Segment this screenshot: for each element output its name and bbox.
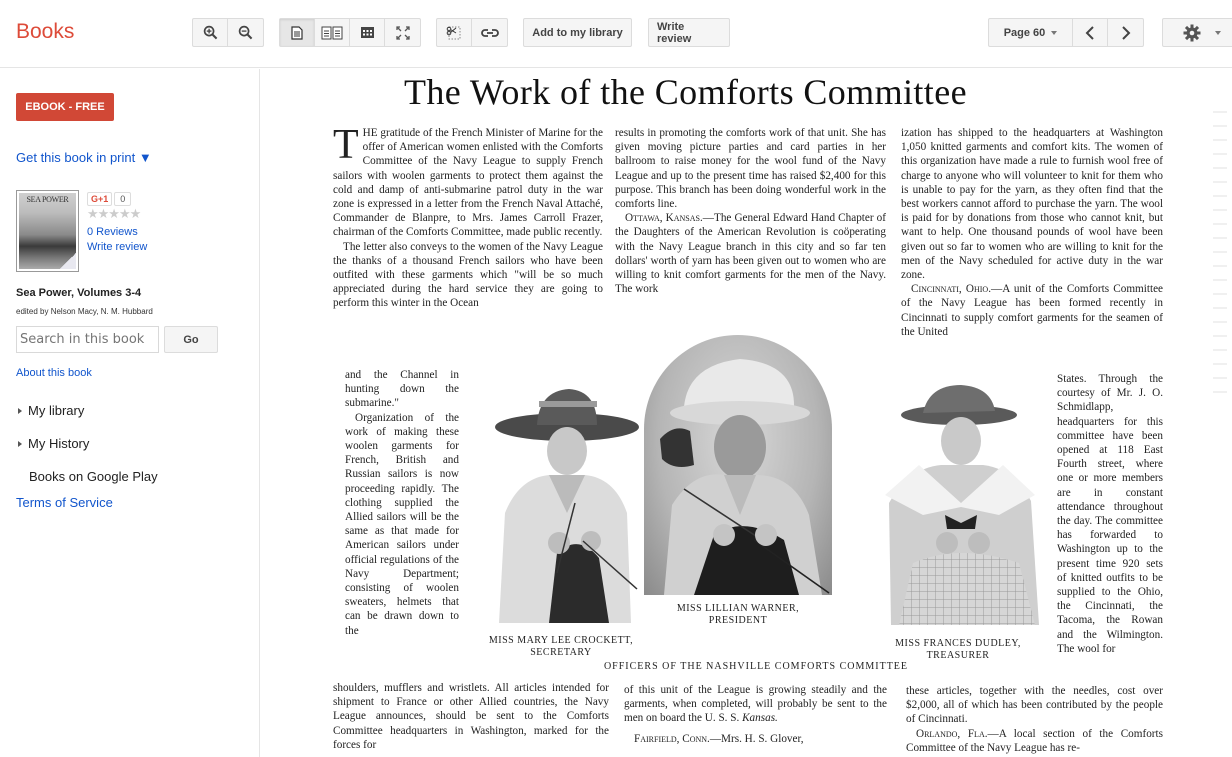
caption-frances-dudley xyxy=(867,638,1049,662)
article-title: The Work of the Comforts Committee xyxy=(404,72,967,112)
paragraph: The letter also conveys to the women of the Navy League the thanks of a thousand French sailors who have been outfited with these garments which "will be so much appreciated during the hard service they are going to perform this winter in the Ocean xyxy=(333,240,603,310)
clip-link-controls xyxy=(436,18,508,47)
caption-role: TREASURER xyxy=(926,650,990,661)
paragraph: —Mrs. H. S. Glover, xyxy=(709,732,804,745)
rating-stars: ★★★★★ xyxy=(87,206,141,221)
place-name: Cincinnati, Ohio. xyxy=(911,283,991,296)
sidebar-item-label: My History xyxy=(28,436,90,451)
expand-triangle-icon xyxy=(18,408,22,414)
cover-title: SEA POWER xyxy=(26,195,69,204)
thumbnail-view-button[interactable] xyxy=(350,19,385,46)
two-page-icon xyxy=(321,26,343,40)
paragraph: —A unit of the Comforts Committee of the Navy League has been formed recently in Cincinnati to supply comfort garments for the seamen of the United xyxy=(901,283,1163,338)
write-review-link[interactable]: Write review xyxy=(87,241,148,253)
sidebar-item-books-on-google-play[interactable] xyxy=(29,469,158,484)
column-2-upper xyxy=(615,126,886,296)
search-go-button[interactable]: Go xyxy=(164,326,218,353)
book-page-viewer[interactable] xyxy=(261,69,1232,757)
zoom-out-icon xyxy=(238,25,253,40)
book-authors: edited by Nelson Macy, N. M. Hubbard xyxy=(16,307,153,316)
column-3-lower xyxy=(906,684,1163,755)
paragraph: —The General Edward Hand Chapter of the Daughters of the American Revolution is coöperating with the Navy League branch in this city and so far ten dollars' worth of yarn has been given out to women who are willing to knit comfort garments for the men of the Navy. The work xyxy=(615,212,886,296)
get-book-in-print-link[interactable]: Get this book in print ▼ xyxy=(16,150,152,165)
two-page-view-button[interactable] xyxy=(315,19,350,46)
chevron-down-icon xyxy=(1215,31,1221,35)
google-plus-widget xyxy=(87,192,131,206)
column-3-upper xyxy=(901,126,1163,339)
paragraph: HE gratitude of the French Minister of Marine for the offer of American women enlisted with the Comforts Committee of the Navy League to supply French sailors with woolen garments to protect them against the cold and damp of anti-submarine patrol duty in the war zone is expressed in a letter from the French Naval Attaché, Commander de Blanpre, to Mrs. James Carroll Frazer, chairman of the Comforts Committee, made public recently. xyxy=(333,127,603,239)
caption-mary-lee-crockett xyxy=(471,635,651,659)
previous-page-button[interactable] xyxy=(1073,19,1108,46)
zoom-out-button[interactable] xyxy=(228,19,263,46)
clip-button[interactable] xyxy=(437,19,472,46)
gear-icon xyxy=(1183,24,1201,42)
zoom-in-icon xyxy=(203,25,218,40)
fullscreen-button[interactable] xyxy=(385,19,420,46)
add-to-library-button[interactable]: Add to my library xyxy=(523,18,632,47)
column-3-narrow xyxy=(1057,372,1163,656)
paragraph: and the Channel in hunting down the submarine." xyxy=(345,369,459,410)
sidebar-item-label: Books on Google Play xyxy=(29,469,158,484)
ship-name: Kansas. xyxy=(742,712,778,725)
paragraph: results in promoting the comforts work of that unit. She has given moving picture parties and card parties in her ballroom to raise money for the wool fund of the Navy League and up to the present time has raised $2,400 for this purpose. This branch has been doing wonderful work in the comforts line. xyxy=(615,127,886,211)
terms-of-service-link[interactable]: Terms of Service xyxy=(16,495,113,510)
column-2-lower xyxy=(624,683,887,746)
photo-mary-lee-crockett xyxy=(479,383,641,623)
page-curl-icon xyxy=(60,253,76,269)
page-number-label: Page 60 xyxy=(1003,26,1046,39)
scissors-clip-icon xyxy=(446,25,462,41)
top-toolbar xyxy=(0,0,1232,68)
paragraph: —A local section of the Comforts Committee of the Navy League has re- xyxy=(906,727,1163,754)
view-mode-controls xyxy=(279,18,421,47)
link-icon xyxy=(481,28,499,38)
settings-button[interactable] xyxy=(1162,18,1232,47)
page-navigation xyxy=(988,18,1144,47)
books-logo[interactable]: Books xyxy=(16,20,75,43)
write-review-button[interactable]: Write review xyxy=(648,18,730,47)
google-plus-one-button[interactable]: G+1 xyxy=(87,192,112,206)
adjacent-page-bleed xyxy=(1213,99,1227,399)
page-selector[interactable] xyxy=(989,19,1073,46)
link-button[interactable] xyxy=(472,19,507,46)
paragraph: these articles, together with the needles, cost over $2,000, all of which has been contributed by the people of Cincinnati. xyxy=(906,685,1163,726)
zoom-controls xyxy=(192,18,264,47)
ebook-free-button[interactable]: EBOOK - FREE xyxy=(16,93,114,121)
book-title: Sea Power, Volumes 3-4 xyxy=(16,287,142,299)
chevron-down-icon xyxy=(1051,31,1057,35)
caption-group: OFFICERS OF THE NASHVILLE COMFORTS COMMITTEE xyxy=(603,661,909,672)
sidebar-item-label: My library xyxy=(28,403,85,418)
thumbnails-icon xyxy=(361,27,374,38)
single-page-view-button[interactable] xyxy=(280,19,315,46)
expand-triangle-icon xyxy=(18,441,22,447)
search-in-book-input[interactable] xyxy=(16,326,159,353)
paragraph: of this unit of the League is growing steadily and the garments, when completed, will probably be sent to the men on board the U. S. S. xyxy=(624,684,887,725)
place-name: Fairfield, Conn. xyxy=(634,732,710,745)
caption-role: PRESIDENT xyxy=(708,615,768,626)
place-name: Ottawa, Kansas. xyxy=(625,212,703,225)
caption-role: SECRETARY xyxy=(530,647,592,658)
chevron-left-icon xyxy=(1085,26,1095,40)
column-1-lower xyxy=(333,681,609,752)
column-1-narrow xyxy=(345,368,459,638)
paragraph: shoulders, mufflers and wristlets. All articles intended for shipment to France or other Allied countries, the Navy League announces, should be sent to the Comforts Committee headquarters in Washington, marked for the forces for xyxy=(333,682,609,751)
caption-lillian-warner xyxy=(658,603,818,627)
caption-name: MISS LILLIAN WARNER, xyxy=(676,603,800,614)
book-cover[interactable] xyxy=(16,190,79,272)
chevron-right-icon xyxy=(1121,26,1131,40)
paragraph: Organization of the work of making these woolen garments for French, British and Russian sailors is now proceeding rapidly. The clothing supplied the Allied sailors will be the same as that made for American sailors under official regulations of the Navy Department; consisting of woolen sweaters, helmets that can be drawn down to the xyxy=(345,411,459,637)
sidebar xyxy=(0,69,260,757)
caption-name: MISS FRANCES DUDLEY, xyxy=(895,638,1021,649)
single-page-icon xyxy=(291,26,303,40)
paragraph: States. Through the courtesy of Mr. J. O. Schmidlapp, headquarters for this committee have been opened at 118 East Fourth street, where one or more members are in constant attendance throughout the day. The committee has forwarded to Washington up to the present time 920 sets of knitted outfits to be supplied to the Ohio, the Cincinnati, the Tacoma, the Rowan and the Wilmington. The wool for xyxy=(1057,373,1163,655)
book-cover-image xyxy=(19,193,76,269)
sidebar-item-my-history[interactable] xyxy=(18,436,89,451)
google-plus-count: 0 xyxy=(114,192,131,206)
paragraph: ization has shipped to the headquarters at Washington 1,050 knitted garments and comfort kits. The women of this organization have made a rule to furnish wool free of charge to anyone who will volunteer to knit for them who is unable to pay for the yarn, as they often find that the best workers cannot afford to purchase the yarn. The wool is paid for by donations from those who cannot knit, but want to help. One thousand pounds of wool have been given out so far to women who are willing to knit for the men of the Navy scheduled for active duty in the war zone. xyxy=(901,127,1163,282)
next-page-button[interactable] xyxy=(1108,19,1143,46)
reviews-link[interactable]: 0 Reviews xyxy=(87,226,138,238)
photo-frances-dudley xyxy=(879,383,1045,625)
sidebar-item-my-library[interactable] xyxy=(18,403,84,418)
fullscreen-icon xyxy=(396,26,410,40)
place-name: Orlando, Fla. xyxy=(916,727,988,740)
column-1-upper xyxy=(333,122,603,311)
about-this-book-link[interactable]: About this book xyxy=(16,367,92,379)
zoom-in-button[interactable] xyxy=(193,19,228,46)
caption-name: MISS MARY LEE CROCKETT, xyxy=(488,635,634,646)
photo-lillian-warner xyxy=(644,335,832,595)
drop-cap: T xyxy=(333,122,359,168)
